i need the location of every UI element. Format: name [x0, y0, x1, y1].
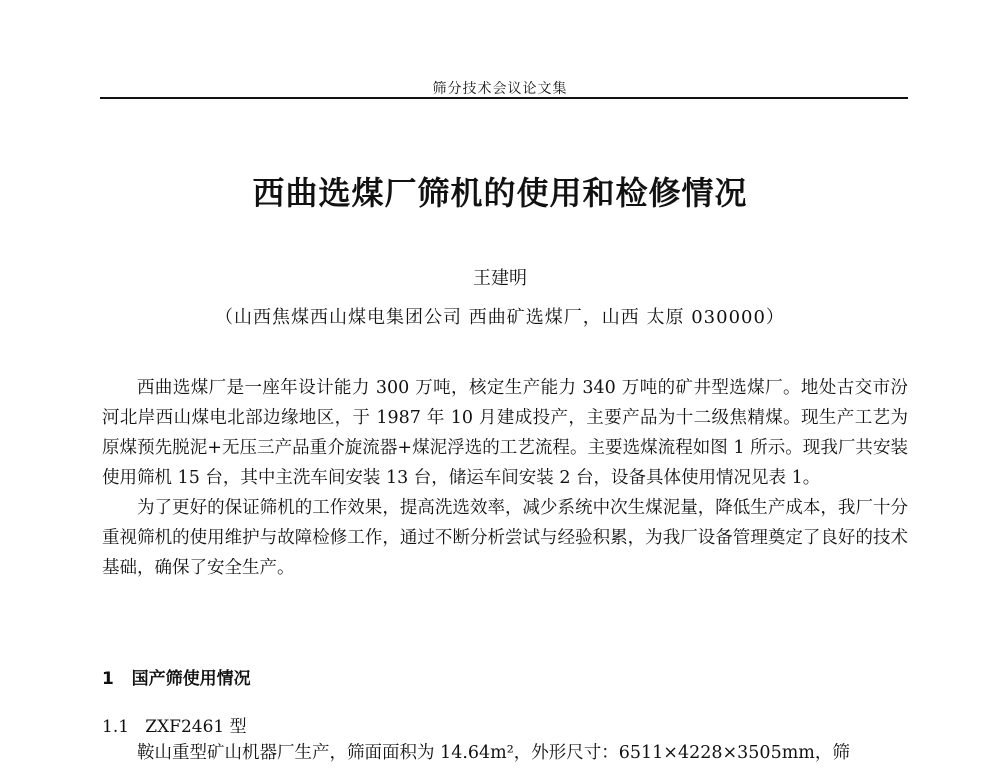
- body-paragraph-partial: 鞍山重型矿山机器厂生产，筛面面积为 14.64m²，外形尺寸：6511×4228×3505mm，筛: [137, 743, 850, 763]
- subsection-number: 1.1: [102, 717, 130, 737]
- section-title: 国产筛使用情况: [131, 669, 251, 689]
- body-paragraph: 为了更好的保证筛机的工作效果，提高洗选效率，减少系统中次生煤泥量，降低生产成本，我厂十分重视筛机的使用维护与故障检修工作，通过不断分析尝试与经验积累，为我厂设备管理奠定了良好的技术基础，确保了安全生产。: [102, 498, 908, 578]
- subsection-heading: [102, 712, 247, 737]
- header-rule: [100, 97, 908, 99]
- body-paragraph: 西曲选煤厂是一座年设计能力 300 万吨，核定生产能力 340 万吨的矿井型选煤厂。地处古交市汾河北岸西山煤电北部边缘地区，于 1987 年 10 月建成投产，主要产品为十二级焦精煤。现生产工艺为原煤预先脱泥+无压三产品重介旋流器+煤泥浮选的工艺流程。主要选煤流程如图 1 所示。现我厂共安装使用筛机 15 台，其中主洗车间安装 13 台，储运车间安装 2 台，设备具体使用情况见表 1。: [102, 378, 908, 488]
- subsection-title: ZXF2461 型: [145, 717, 247, 737]
- author-affiliation: （山西焦煤西山煤电集团公司 西曲矿选煤厂，山西 太原 030000）: [215, 307, 785, 328]
- section-heading: [102, 664, 251, 689]
- author-name: 王建明: [473, 268, 527, 289]
- article-title: 西曲选煤厂筛机的使用和检修情况: [252, 174, 748, 212]
- running-header: 筛分技术会议论文集: [432, 81, 568, 97]
- section-number: 1: [102, 669, 114, 689]
- body-text: [102, 373, 908, 583]
